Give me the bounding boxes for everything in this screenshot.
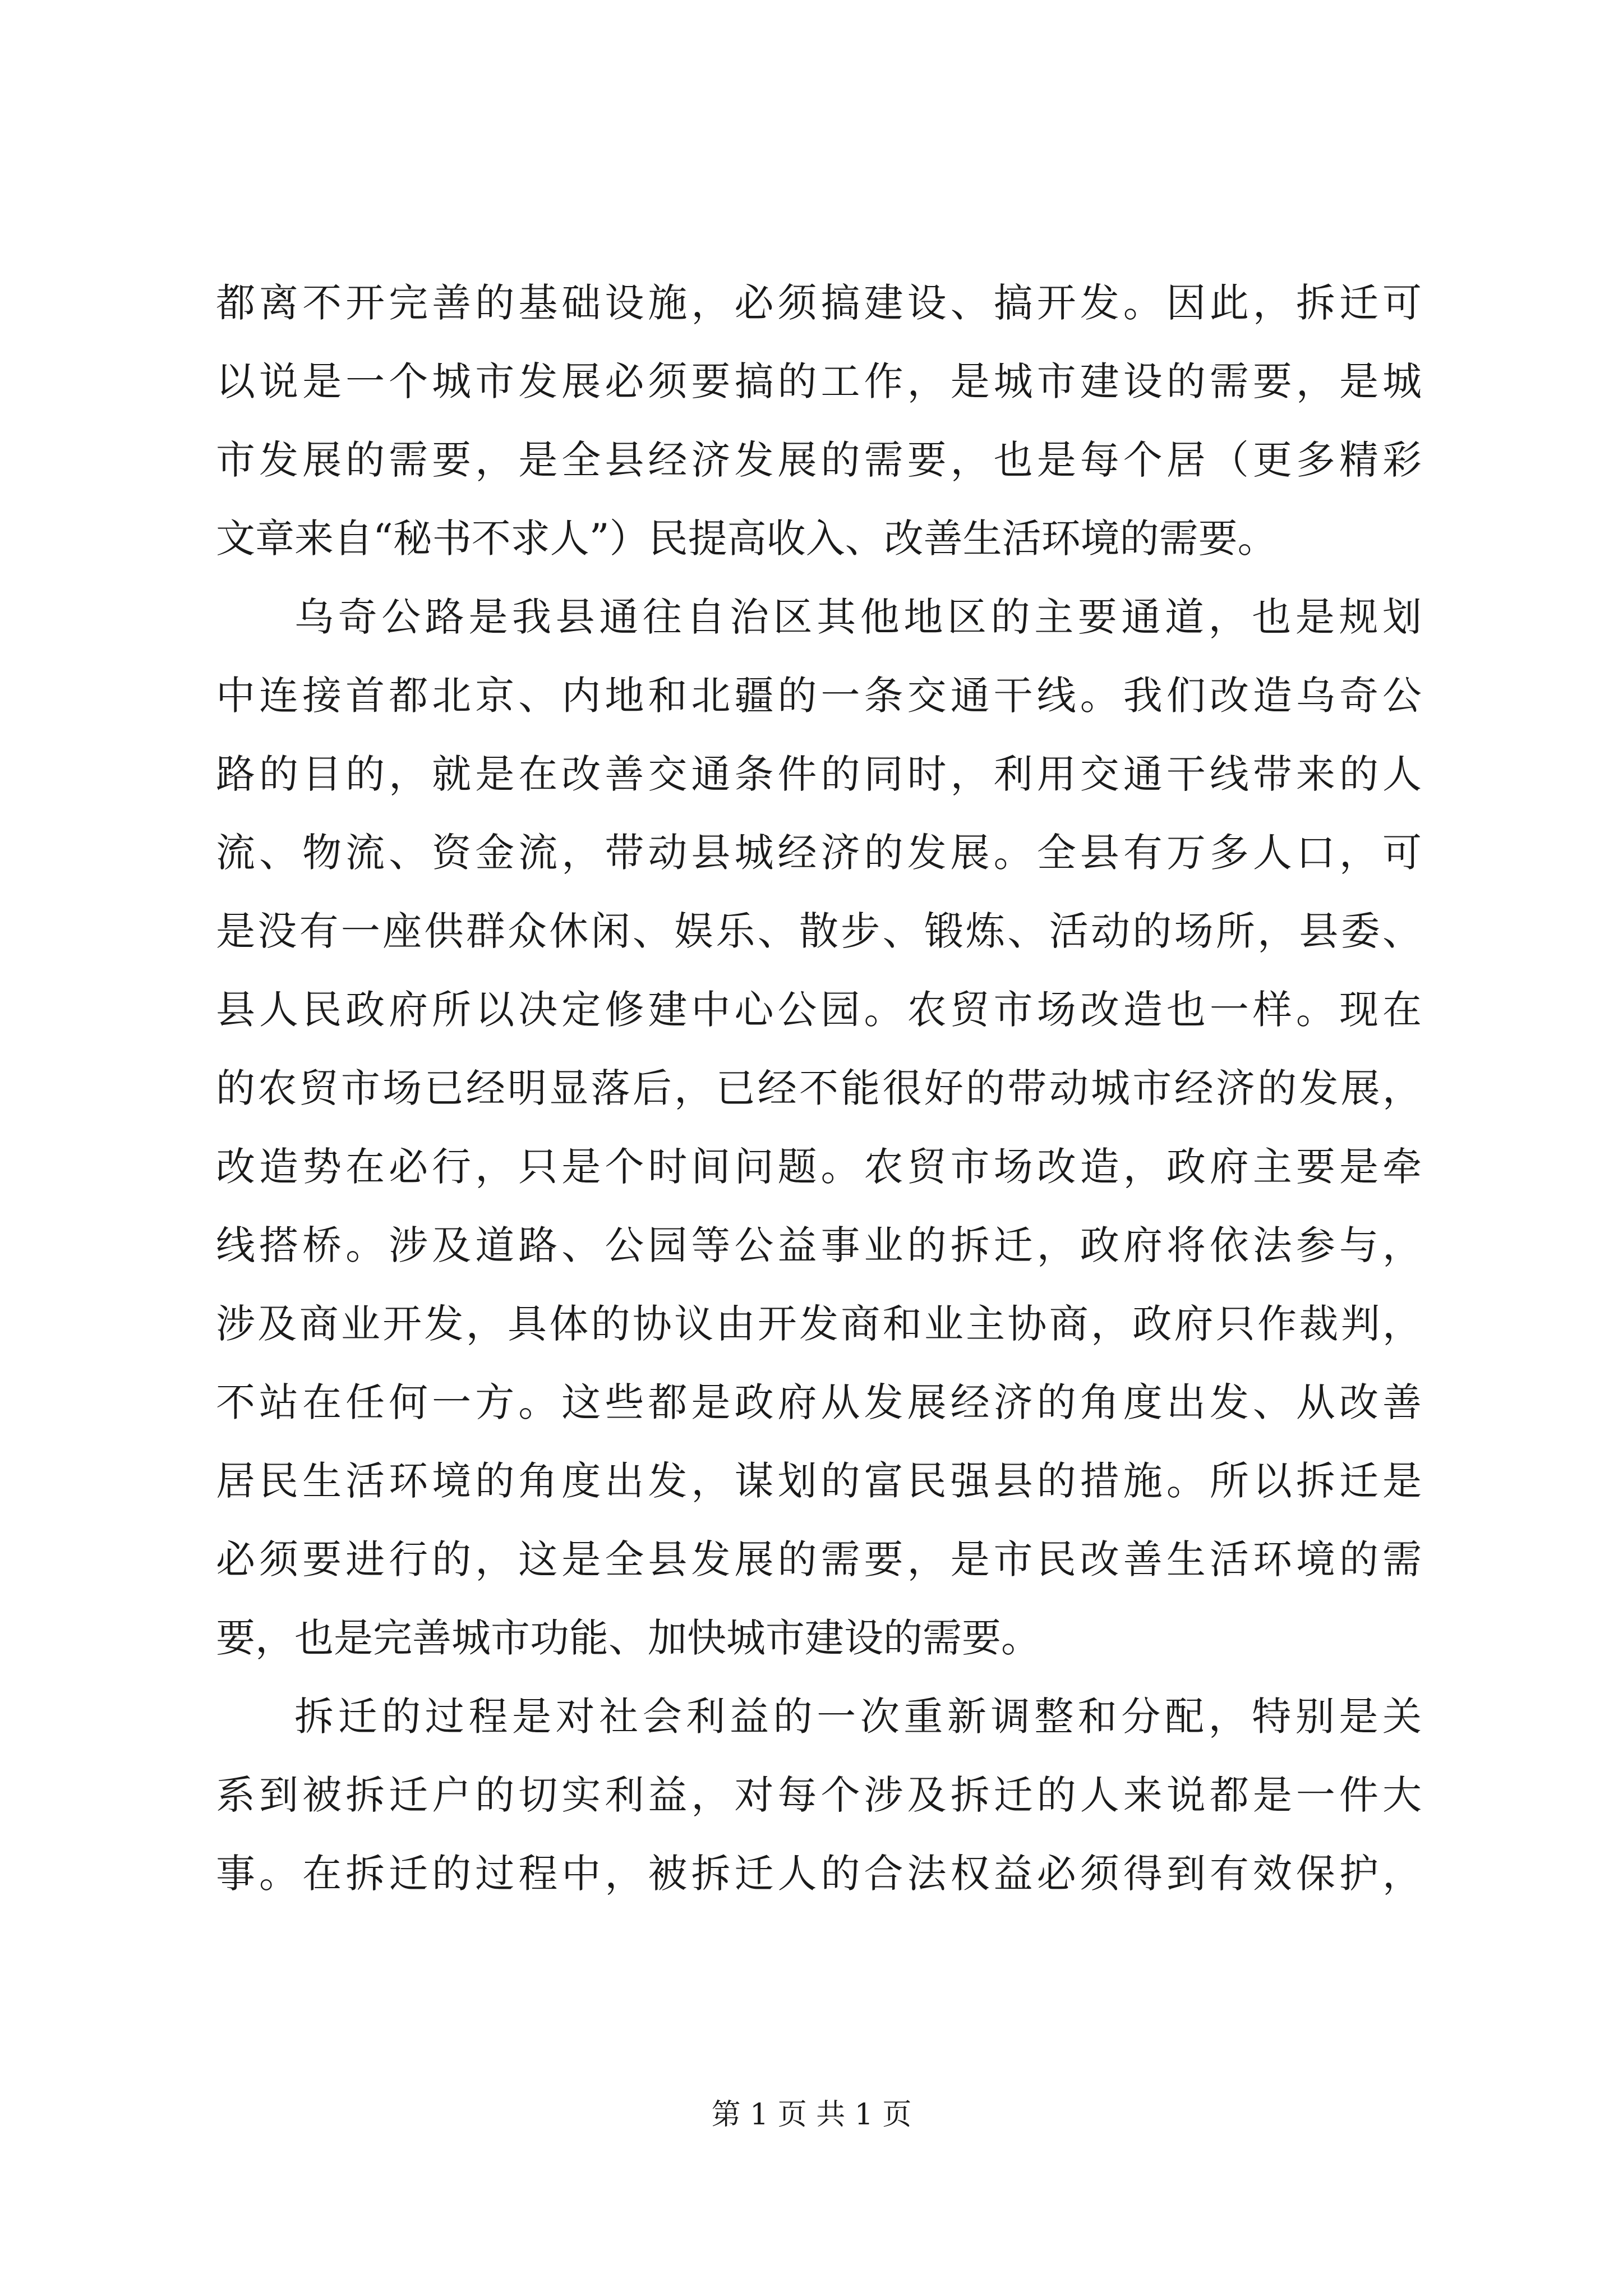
text-line: 要，也是完善城市功能、加快城市建设的需要。 bbox=[216, 1615, 1040, 1661]
text-line: 系到被拆迁户的切实利益，对每个涉及拆迁的人来说都是一件大 bbox=[216, 1772, 1422, 1818]
text-line: 中连接首都北京、内地和北疆的一条交通干线。我们改造乌奇公 bbox=[216, 673, 1422, 719]
text-line: 流、物流、资金流，带动县城经济的发展。全县有万多人口，可 bbox=[216, 830, 1422, 876]
text-line: 市发展的需要，是全县经济发展的需要，也是每个居（更多精彩 bbox=[216, 437, 1422, 483]
text-line: 线搭桥。涉及道路、公园等公益事业的拆迁，政府将依法参与， bbox=[216, 1222, 1422, 1268]
text-line: 路的目的，就是在改善交通条件的同时，利用交通干线带来的人 bbox=[216, 751, 1422, 797]
text-line: 以说是一个城市发展必须要搞的工作，是城市建设的需要，是城 bbox=[216, 358, 1422, 404]
text-line: 是没有一座供群众休闲、娱乐、散步、锻炼、活动的场所，县委、 bbox=[216, 908, 1422, 954]
text-line: 居民生活环境的角度出发，谋划的富民强县的措施。所以拆迁是 bbox=[216, 1458, 1422, 1504]
document-body bbox=[216, 264, 1422, 1913]
text-line: 涉及商业开发，具体的协议由开发商和业主协商，政府只作裁判， bbox=[216, 1301, 1422, 1347]
text-line: 必须要进行的，这是全县发展的需要，是市民改善生活环境的需 bbox=[216, 1536, 1422, 1582]
text-line: 事。在拆迁的过程中，被拆迁人的合法权益必须得到有效保护， bbox=[216, 1851, 1422, 1897]
text-line: 的农贸市场已经明显落后，已经不能很好的带动城市经济的发展， bbox=[216, 1065, 1422, 1111]
paragraph-first-line: 乌奇公路是我县通往自治区其他地区的主要通道，也是规划 bbox=[294, 594, 1422, 640]
paragraph-first-line: 拆迁的过程是对社会利益的一次重新调整和分配，特别是关 bbox=[294, 1694, 1422, 1740]
text-line: 不站在任何一方。这些都是政府从发展经济的角度出发、从改善 bbox=[216, 1379, 1422, 1425]
text-line: 改造势在必行，只是个时间问题。农贸市场改造，政府主要是牵 bbox=[216, 1144, 1422, 1190]
text-line: 文章来自“秘书不求人”）民提高收入、改善生活环境的需要。 bbox=[216, 516, 1277, 562]
text-line: 都离不开完善的基础设施，必须搞建设、搞开发。因此，拆迁可 bbox=[216, 280, 1422, 326]
text-line: 县人民政府所以决定修建中心公园。农贸市场改造也一样。现在 bbox=[216, 987, 1422, 1033]
page-number-footer: 第 1 页 共 1 页 bbox=[711, 2098, 912, 2132]
